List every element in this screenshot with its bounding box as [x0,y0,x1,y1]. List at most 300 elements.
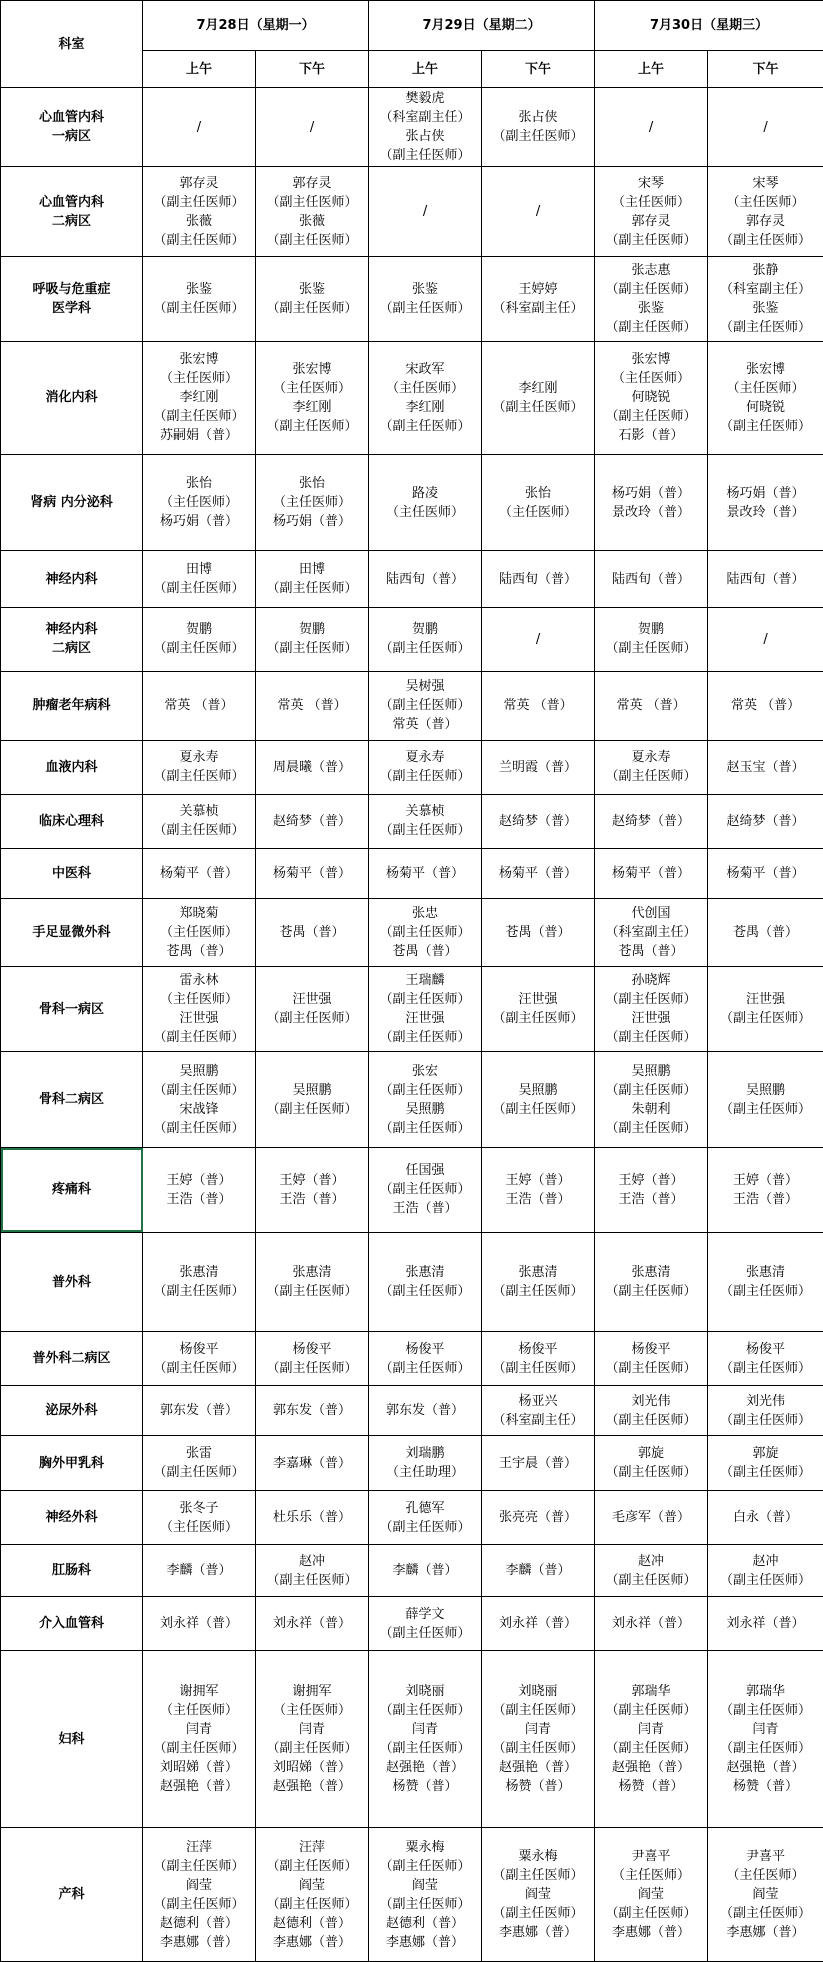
doctor-line: 朱朝利 [631,1101,671,1117]
schedule-row [1,1436,823,1491]
doctor-line: 张鉴 [299,281,326,297]
doctor-line: 闫青 [752,1722,779,1738]
doctor-line: （副主任医师） [492,1011,584,1027]
doctor-line: 李惠娜（普） [726,1925,805,1941]
doctor-line: （副主任医师） [153,1284,245,1300]
doctor-cell [143,1332,256,1386]
department-name: 医学科 [51,300,91,316]
doctor-line: 王浩（普） [618,1191,684,1207]
doctor-line: （副主任医师） [492,1284,584,1300]
doctor-line: 王宇晨（普） [499,1455,578,1471]
doctor-line: 赵德利（普） [386,1915,465,1931]
doctor-line: （副主任医师） [379,992,471,1008]
doctor-line: 杜乐乐（普） [273,1510,352,1526]
doctor-cell [708,88,823,167]
doctor-cell [143,167,256,257]
doctor-line: （副主任医师） [379,1625,471,1641]
doctor-line: 刘永祥（普） [273,1616,352,1632]
schedule-row [1,167,823,257]
doctor-cell [256,740,369,794]
doctor-line: （主任医师） [159,371,238,387]
department-cell [1,794,143,848]
department-cell [1,454,143,551]
doctor-line: 张冬子 [179,1500,219,1516]
doctor-line: （副主任医师） [379,1082,471,1098]
doctor-line: （主任医师） [159,924,238,940]
doctor-line: 赵冲 [752,1553,779,1569]
department-name: 产科 [58,1887,85,1903]
doctor-line: 李红刚 [179,390,219,406]
doctor-line: 王浩（普） [279,1191,345,1207]
doctor-cell [143,1545,256,1597]
doctor-cell [369,341,482,454]
doctor-cell [708,341,823,454]
doctor-cell [369,1052,482,1148]
doctor-cell [369,794,482,848]
doctor-line: （副主任医师） [379,924,471,940]
doctor-line: 杨俊平 [518,1341,558,1357]
doctor-cell [143,1597,256,1651]
am-header: 上午 [143,51,256,88]
doctor-line: （副主任医师） [266,232,358,248]
doctor-line: （科室副主任） [605,924,697,940]
doctor-line: 郭存灵 [631,213,671,229]
doctor-cell [256,671,369,740]
doctor-line: 王浩（普） [733,1191,799,1207]
doctor-line: （副主任医师） [492,1101,584,1117]
doctor-line: 汪世强 [292,992,332,1008]
doctor-line: （副主任医师） [492,1906,584,1922]
doctor-line: （主任医师） [159,1519,238,1535]
doctor-line: （副主任医师） [153,232,245,248]
doctor-line: （副主任医师） [266,1284,358,1300]
doctor-line: 郭东发（普） [159,1403,238,1419]
doctor-line: 尹喜平 [746,1849,786,1865]
doctor-line: 苍禺（普） [392,943,458,959]
department-cell [1,1491,143,1545]
doctor-cell [595,1386,708,1436]
doctor-line: （副主任医师） [605,1412,697,1428]
doctor-line: 杨俊平 [631,1341,671,1357]
doctor-line: / [535,631,541,647]
doctor-line: 陆西旬（普） [726,571,805,587]
doctor-line: 景改玲（普） [612,504,691,520]
doctor-line: 郭存灵 [292,175,332,191]
doctor-line: 杨巧娟（普） [612,485,691,501]
doctor-line: （副主任医师） [492,1360,584,1376]
doctor-line: 白永（普） [733,1510,799,1526]
doctor-cell [143,794,256,848]
doctor-line: 陆西旬（普） [612,571,691,587]
doctor-line: 郭旋 [752,1446,779,1462]
doctor-line: （副主任医师） [720,1703,812,1719]
doctor-line: （副主任医师） [720,1906,812,1922]
doctor-line: 张怡 [299,476,326,492]
doctor-line: （副主任医师） [720,319,812,335]
doctor-cell [256,608,369,671]
doctor-line: 王浩（普） [392,1201,458,1217]
doctor-cell [143,1148,256,1233]
doctor-cell [369,1332,482,1386]
doctor-line: （副主任医师） [605,1572,697,1588]
doctor-line: （副主任医师） [153,769,245,785]
doctor-line: 郑晓菊 [179,905,219,921]
schedule-row [1,848,823,898]
doctor-cell [143,88,256,167]
doctor-line: 孙晓辉 [631,973,671,989]
doctor-line: 闫青 [299,1722,326,1738]
doctor-line: 郭旋 [638,1446,665,1462]
doctor-line: （副主任医师） [153,1465,245,1481]
doctor-cell [708,1491,823,1545]
doctor-line: （副主任医师） [153,823,245,839]
doctor-cell [708,740,823,794]
doctor-line: 王婷（普） [279,1172,345,1188]
schedule-row [1,1332,823,1386]
schedule-row [1,608,823,671]
doctor-cell [369,898,482,966]
doctor-cell [482,671,595,740]
doctor-line: （副主任医师） [266,581,358,597]
doctor-line: 陆西旬（普） [499,571,578,587]
doctor-line: （副主任医师） [605,1703,697,1719]
schedule-row [1,740,823,794]
department-cell [1,1332,143,1386]
doctor-line: 兰明霞（普） [499,759,578,775]
doctor-line: （副主任医师） [379,698,471,714]
doctor-line: （副主任医师） [153,1741,245,1757]
doctor-line: （副主任医师） [605,769,697,785]
department-cell [1,1828,143,1962]
doctor-line: 常英 （普） [164,698,234,714]
department-name: 胸外甲乳科 [38,1455,104,1471]
doctor-cell [482,1332,595,1386]
schedule-row [1,1491,823,1545]
doctor-line: 李惠娜（普） [612,1925,691,1941]
department-name: 临床心理科 [38,813,104,829]
doctor-line: 尹喜平 [631,1849,671,1865]
doctor-line: 周晨曦（普） [273,759,352,775]
doctor-line: 赵强艳（普） [499,1760,578,1776]
doctor-cell [595,167,708,257]
doctor-line: 张宏 [412,1063,439,1079]
doctor-line: 张宏博 [179,352,219,368]
doctor-line: 宋琴 [638,175,665,191]
doctor-line: （副主任医师） [153,641,245,657]
doctor-line: （副主任医师） [153,1896,245,1912]
doctor-line: 王婷婷 [518,281,558,297]
doctor-cell [256,966,369,1052]
doctor-line: 张雷 [185,1446,212,1462]
department-name: 一病区 [51,129,91,145]
doctor-line: 杨菊平（普） [726,865,805,881]
doctor-line: 汪世强 [518,992,558,1008]
doctor-line: （主任医师） [159,992,238,1008]
doctor-line: （副主任医师） [266,1360,358,1376]
doctor-line: 张惠清 [518,1265,558,1281]
doctor-line: 张宏博 [631,352,671,368]
doctor-line: 张惠清 [746,1265,786,1281]
doctor-line: 景改玲（普） [726,504,805,520]
schedule-row [1,1148,823,1233]
department-cell [1,257,143,342]
doctor-line: （副主任医师） [492,1741,584,1757]
schedule-row [1,257,823,342]
doctor-line: 张薇 [299,213,326,229]
doctor-line: 杨菊平（普） [273,865,352,881]
doctor-cell [482,341,595,454]
doctor-line: （副主任医师） [379,1519,471,1535]
doctor-line: 杨俊平 [405,1341,445,1357]
doctor-line: （副主任医师） [605,1082,697,1098]
doctor-cell [143,1052,256,1148]
doctor-line: 阎莹 [185,1877,212,1893]
doctor-line: （副主任医师） [153,300,245,316]
doctor-line: 常英 （普） [616,698,686,714]
doctor-line: （副主任医师） [379,769,471,785]
doctor-line: （副主任医师） [153,1120,245,1136]
doctor-line: 粟永梅 [405,1839,445,1855]
doctor-cell [708,1052,823,1148]
doctor-line: / [422,204,428,220]
doctor-line: 何晓锐 [746,399,786,415]
department-cell[interactable] [1,1148,143,1233]
department-cell [1,1597,143,1651]
schedule-body [1,88,823,1962]
pm-header: 下午 [708,51,823,88]
doctor-cell [256,1491,369,1545]
doctor-line: 路凌 [412,485,439,501]
doctor-line: （副主任医师） [720,1465,812,1481]
doctor-cell [595,454,708,551]
doctor-line: （副主任医师） [492,129,584,145]
am-header: 上午 [369,51,482,88]
doctor-cell [595,1332,708,1386]
doctor-line: （副主任医师） [720,1011,812,1027]
doctor-line: / [309,119,315,135]
doctor-line: （科室副主任） [379,110,471,126]
doctor-cell [256,1436,369,1491]
doctor-line: 赵玉宝（普） [726,759,805,775]
doctor-line: 代创国 [631,905,671,921]
doctor-line: 杨菊平（普） [159,865,238,881]
doctor-line: （副主任医师） [379,1896,471,1912]
doctor-cell [256,1597,369,1651]
doctor-line: 李惠娜（普） [273,1934,352,1950]
doctor-cell [708,1828,823,1962]
schedule-row [1,341,823,454]
doctor-cell [482,551,595,608]
department-name: 二病区 [51,213,91,229]
doctor-line: 阎莹 [412,1877,439,1893]
doctor-cell [143,1651,256,1828]
doctor-line: （副主任医师） [605,641,697,657]
doctor-cell [708,1332,823,1386]
doctor-line: 贺鹏 [185,622,212,638]
department-name: 血液内科 [45,759,98,775]
doctor-line: （副主任医师） [153,1082,245,1098]
doctor-cell [369,167,482,257]
doctor-cell [482,1545,595,1597]
doctor-line: 常英 （普） [503,698,573,714]
schedule-row [1,966,823,1052]
doctor-line: 李红刚 [518,380,558,396]
doctor-line: 刘永祥（普） [159,1616,238,1632]
doctor-cell [708,848,823,898]
schedule-row [1,898,823,966]
doctor-line: 杨菊平（普） [386,865,465,881]
doctor-line: （副主任医师） [605,319,697,335]
doctor-line: 张鉴 [638,300,665,316]
doctor-cell [143,848,256,898]
doctor-cell [708,966,823,1052]
doctor-line: 刘光伟 [631,1393,671,1409]
doctor-line: 汪世强 [179,1011,219,1027]
doctor-cell [482,1148,595,1233]
doctor-cell [595,740,708,794]
doctor-cell [595,1148,708,1233]
schedule-row [1,1545,823,1597]
doctor-line: 田博 [299,562,326,578]
doctor-cell [482,848,595,898]
doctor-line: 吴照鹏 [292,1082,332,1098]
doctor-line: 闫青 [525,1722,552,1738]
doctor-line: 苏嗣娟（普） [159,428,238,444]
schedule-row [1,794,823,848]
doctor-line: （主任医师） [159,495,238,511]
doctor-line: 吴照鹏 [179,1063,219,1079]
doctor-line: / [763,631,768,647]
doctor-line: （副主任医师） [266,418,358,434]
doctor-line: 张鉴 [412,281,439,297]
doctor-line: （副主任医师） [153,1858,245,1874]
doctor-line: 张静 [752,262,779,278]
doctor-line: 贺鹏 [638,622,665,638]
department-name: 手足显微外科 [32,924,111,940]
doctor-line: 张惠清 [292,1265,332,1281]
doctor-line: / [535,204,541,220]
doctor-line: （副主任医师） [492,1868,584,1884]
doctor-cell [256,167,369,257]
pm-header: 下午 [256,51,369,88]
doctor-line: （副主任医师） [379,641,471,657]
doctor-line: 郭瑞华 [746,1684,786,1700]
doctor-cell [256,1332,369,1386]
doctor-cell [482,1436,595,1491]
doctor-line: 王瑞麟 [405,973,445,989]
doctor-line: （副主任医师） [720,1101,812,1117]
doctor-line: （副主任医师） [720,1741,812,1757]
doctor-line: （副主任医师） [266,641,358,657]
doctor-line: 赵强艳（普） [386,1760,465,1776]
doctor-line: （副主任医师） [266,1741,358,1757]
doctor-cell [595,671,708,740]
department-cell [1,1386,143,1436]
doctor-cell [256,794,369,848]
doctor-cell [143,1232,256,1332]
department-cell [1,608,143,671]
doctor-cell [369,1232,482,1332]
doctor-cell [482,1232,595,1332]
doctor-line: 杨巧娟（普） [273,514,352,530]
doctor-line: 夏永寿 [179,750,219,766]
doctor-line: 孔德军 [405,1500,445,1516]
doctor-cell [369,1651,482,1828]
department-name: 肾病 内分泌科 [30,495,113,511]
doctor-cell [256,898,369,966]
department-name: 泌尿外科 [45,1403,98,1419]
doctor-cell [708,1148,823,1233]
doctor-line: 石影（普） [618,428,684,444]
doctor-cell [595,794,708,848]
doctor-line: 杨俊平 [292,1341,332,1357]
doctor-line: （副主任医师） [720,232,812,248]
doctor-line: （主任医师） [273,380,352,396]
doctor-line: 王婷（普） [166,1172,232,1188]
doctor-line: 张占侠 [405,129,445,145]
schedule-row [1,1828,823,1962]
doctor-line: 宋政军 [405,361,445,377]
doctor-cell [595,1436,708,1491]
doctor-line: 张惠清 [631,1265,671,1281]
schedule-row [1,671,823,740]
department-name: 心血管内科 [38,110,104,126]
doctor-cell [256,551,369,608]
doctor-line: 杨巧娟（普） [159,514,238,530]
doctor-line: 苍禺（普） [505,924,571,940]
doctor-line: 田博 [185,562,212,578]
doctor-cell [708,1651,823,1828]
doctor-cell [595,848,708,898]
doctor-line: 赵冲 [299,1553,326,1569]
doctor-line: 赵强艳（普） [726,1760,805,1776]
doctor-line: 任国强 [405,1163,445,1179]
doctor-cell [369,551,482,608]
doctor-line: （主任医师） [159,1703,238,1719]
doctor-cell [595,966,708,1052]
schedule-row [1,1386,823,1436]
doctor-cell [482,454,595,551]
doctor-line: 刘昭娣（普） [273,1760,352,1776]
doctor-line: 阎莹 [299,1877,326,1893]
doctor-line: 粟永梅 [518,1849,558,1865]
doctor-cell [595,898,708,966]
doctor-cell [143,1386,256,1436]
doctor-cell [595,1651,708,1828]
doctor-cell [482,1828,595,1962]
doctor-line: （副主任医师） [266,300,358,316]
doctor-cell [143,740,256,794]
doctor-cell [595,1491,708,1545]
department-name: 普外科 [51,1274,91,1290]
doctor-line: （主任医师） [386,504,465,520]
department-name: 妇科 [58,1731,85,1747]
department-cell [1,740,143,794]
doctor-line: 赵强艳（普） [159,1779,238,1795]
doctor-line: 夏永寿 [631,750,671,766]
doctor-line: （副主任医师） [379,1741,471,1757]
doctor-cell [256,1052,369,1148]
doctor-cell [482,966,595,1052]
schedule-row [1,1597,823,1651]
doctor-line: （副主任医师） [266,1858,358,1874]
doctor-cell [482,1386,595,1436]
doctor-line: （副主任医师） [720,1284,812,1300]
doctor-cell [369,1148,482,1233]
doctor-line: 赵德利（普） [273,1915,352,1931]
doctor-cell [256,257,369,342]
doctor-line: （副主任医师） [605,1741,697,1757]
